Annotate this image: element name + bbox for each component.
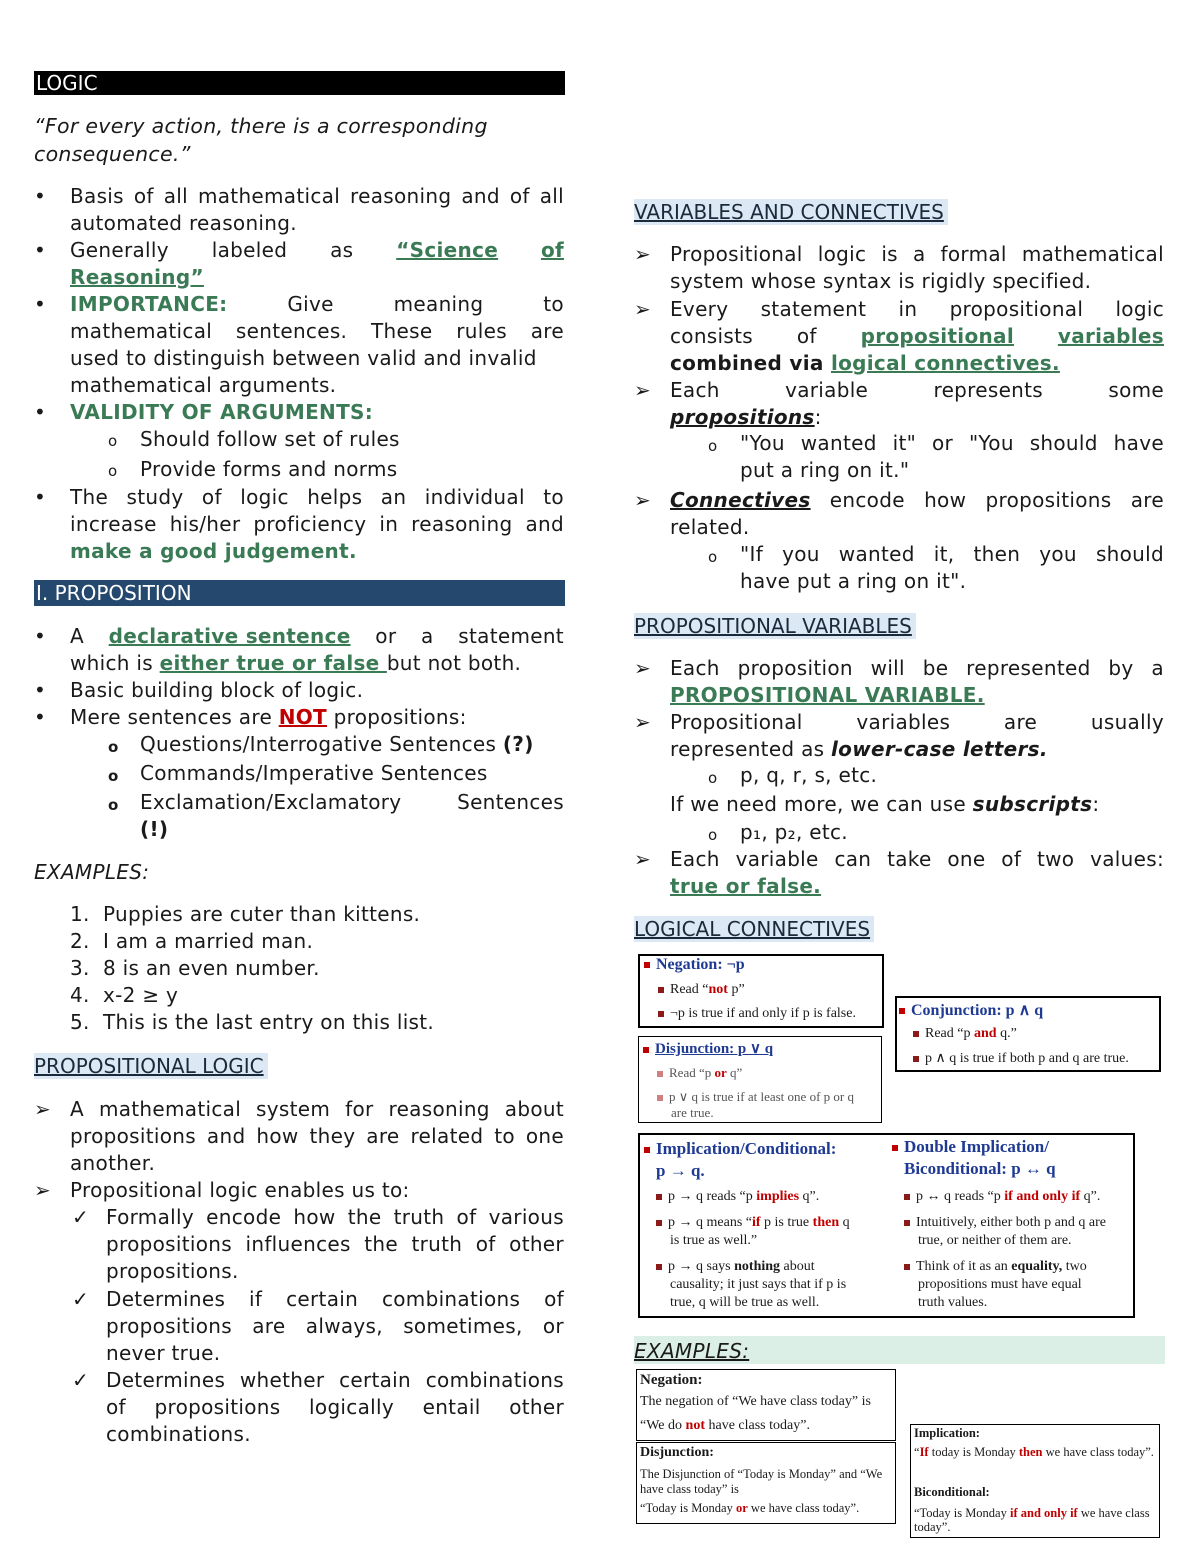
vc-bullet-4: Connectives encode how propositions are related. [670,488,1164,539]
bullet-dot: • [34,624,46,648]
list-item: 1. Puppies are cuter than kittens. [70,902,421,926]
prop-bullet-3: Mere sentences are NOT propositions: [70,705,467,729]
arrow-bullet-icon: ➢ [34,1097,51,1121]
connectives-examples-label: EXAMPLES: [634,1339,750,1363]
disjunction-box: Disjunction: p ∨ q Read “p or q” p ∨ q is true if at least one of p or q are true. [638,1036,882,1123]
sub-bullet-o: o [108,738,119,756]
disjunction-example-box: Disjunction: The Disjunction of “Today is Monday” and “We have class today” is “Today is Monday or we have class today”. [636,1442,896,1524]
arrow-bullet-icon: ➢ [634,297,651,321]
propositional-variables-header: PROPOSITIONAL VARIABLES [634,613,916,639]
list-item: 5. This is the last entry on this list. [70,1010,435,1034]
arrow-bullet-icon: ➢ [634,378,651,402]
bullet-dot: • [34,485,46,509]
bullet-dot: • [34,184,46,208]
bullet-dot: • [34,238,46,262]
logic-bullet-3: IMPORTANCE: Give meaning to mathematical sentences. These rules are used to distinguish between valid and invalid mathematical arguments. [70,292,564,397]
arrow-bullet-icon: ➢ [634,242,651,266]
vc-sub-1: "You wanted it" or "You should have put a ring on it." [740,431,1164,482]
logic-bullet-5: The study of logic helps an individual to increase his/her proficiency in reasoning and make a good judgement. [70,485,564,563]
sub-bullet-o: o [108,796,119,814]
propositional-logic-header: PROPOSITIONAL LOGIC [34,1053,268,1079]
arrow-bullet-icon: ➢ [634,847,651,871]
bullet-dot: • [34,705,46,729]
vc-sub-2: "If you wanted it, then you should have put a ring on it". [740,542,1164,593]
sub-bullet-o: o [108,767,119,785]
validity-sub-2: Provide forms and norms [140,457,398,481]
logic-quote: “For every action, there is a corresponding consequence.” [34,114,488,166]
negation-box: Negation: ¬p Read “not p” ¬p is true if and only if p is false. [638,954,884,1028]
bullet-dot: • [34,400,46,424]
vc-bullet-3: Each variable represents some propositions: [670,378,1164,429]
sub-bullet-o: o [708,769,718,787]
sub-bullet-o: o [708,437,718,455]
vc-bullet-2: Every statement in propositional logic consists of propositional variables combined via logical connectives. [670,297,1164,375]
pv-bullet-1: Each proposition will be represented by a PROPOSITIONAL VARIABLE. [670,656,1164,707]
validity-sub-1: Should follow set of rules [140,427,400,451]
prop-sub-3: Exclamation/Exclamatory Sentences (!) [140,790,564,841]
plogic-bullet-2: Propositional logic enables us to: [70,1178,410,1202]
sub-bullet-o: o [108,462,118,480]
examples-list [70,901,434,1036]
implication-example-box: Implication: “If today is Monday then we have class today”. Biconditional: “Today is Monday if and only if we have class today”. [910,1424,1160,1538]
prop-sub-1: Questions/Interrogative Sentences (?) [140,732,534,756]
check-icon: ✓ [72,1287,89,1311]
sub-bullet-o: o [108,432,118,450]
plogic-bullet-1: A mathematical system for reasoning about propositions and how they are related to one another. [70,1097,564,1175]
prop-sub-2: Commands/Imperative Sentences [140,761,488,785]
logical-connectives-header: LOGICAL CONNECTIVES [634,916,874,942]
bullet-dot: • [34,292,46,316]
pv-bullet-2: Propositional variables are usually represented as lower-case letters. [670,710,1164,761]
logic-header: LOGIC [34,71,565,95]
sub-bullet-o: o [708,826,718,844]
plogic-sub-1: Formally encode how the truth of various propositions influences the truth of other propositions. [106,1205,564,1283]
pv-more: If we need more, we can use subscripts: [670,792,1100,816]
list-item: 2. I am a married man. [70,929,314,953]
bullet-dot: • [34,678,46,702]
arrow-bullet-icon: ➢ [634,710,651,734]
proposition-header: I. PROPOSITION [34,580,565,606]
pv-sub-2: p₁, p₂, etc. [740,820,848,844]
negation-example-box: Negation: The negation of “We have class today” is “We do not have class today”. [636,1369,896,1441]
logic-bullet-4: VALIDITY OF ARGUMENTS: [70,400,374,424]
arrow-bullet-icon: ➢ [34,1178,51,1202]
prop-bullet-2: Basic building block of logic. [70,678,364,702]
implication-biconditional-box: Implication/Conditional: p → q. p → q reads “p implies q”. p → q means “if p is true then q is true as well.” p → q says nothing about causality; it just says that if p is true, q will be true as well. Double Implication/ Biconditional: p ↔ q p ↔ q reads “p if and only if q”. Intuitively, either both p and q are true, or neither of them are. Think of it as an equality, two propositions must have equal truth values. [638,1133,1135,1318]
list-item: 4. x-2 ≥ y [70,983,179,1007]
logic-bullet-2: Generally labeled as “Science of Reasoning” [70,238,564,289]
sub-bullet-o: o [708,548,718,566]
pv-sub-1: p, q, r, s, etc. [740,763,878,787]
plogic-sub-2: Determines if certain combinations of propositions are always, sometimes, or never true. [106,1287,564,1365]
examples-label: EXAMPLES: [34,860,150,884]
prop-bullet-1: A declarative sentence or a statement which is either true or false but not both. [70,624,564,675]
check-icon: ✓ [72,1205,89,1229]
vc-bullet-1: Propositional logic is a formal mathematical system whose syntax is rigidly specified. [670,242,1164,293]
arrow-bullet-icon: ➢ [634,656,651,680]
pv-bullet-3: Each variable can take one of two values: true or false. [670,847,1164,898]
arrow-bullet-icon: ➢ [634,488,651,512]
variables-connectives-header: VARIABLES AND CONNECTIVES [634,199,948,225]
plogic-sub-3: Determines whether certain combinations of propositions logically entail other combinations. [106,1368,564,1446]
logic-bullet-1: Basis of all mathematical reasoning and of all automated reasoning. [70,184,564,235]
list-item: 3. 8 is an even number. [70,956,320,980]
conjunction-box: Conjunction: p ∧ q Read “p and q.” p ∧ q is true if both p and q are true. [895,996,1161,1072]
check-icon: ✓ [72,1368,89,1392]
